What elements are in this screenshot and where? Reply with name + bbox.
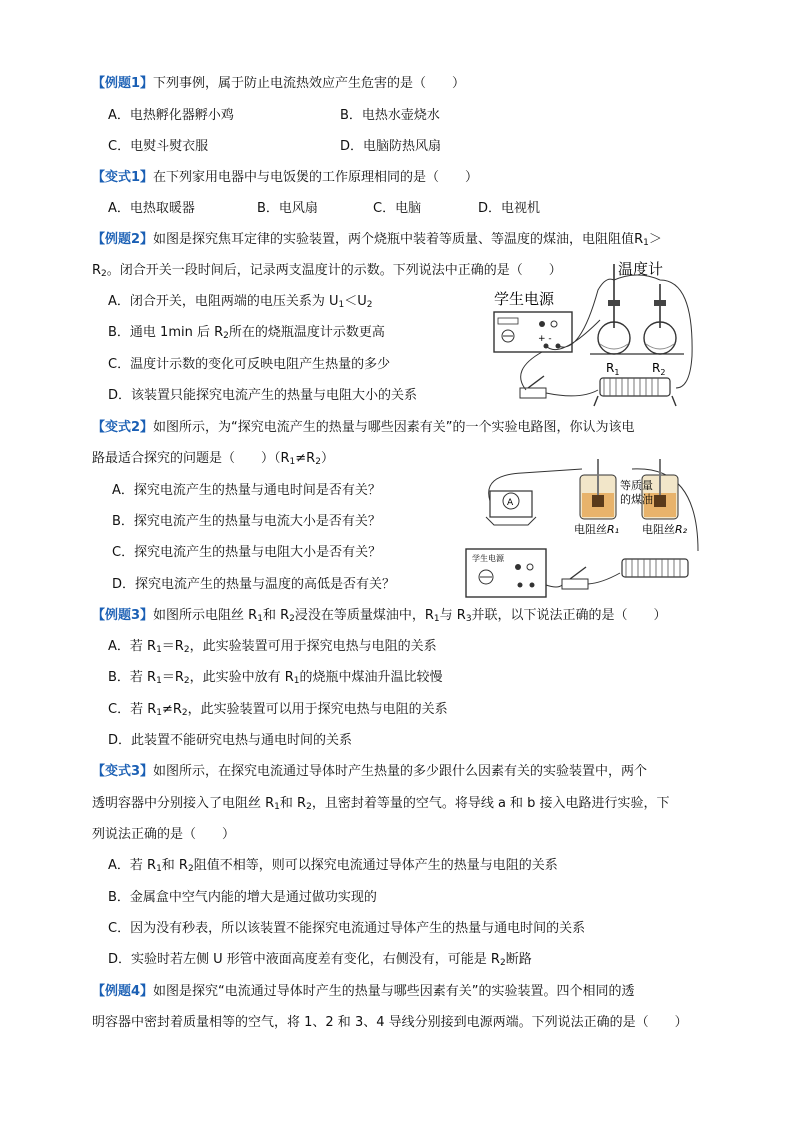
option-c: C．电脑 <box>373 201 422 216</box>
option-d: D．此装置不能研究电热与通电时间的关系 <box>108 733 353 748</box>
question-e2-stem-line2: $R_2$。闭合开关一段时间后，记录两支温度计的示数。下列说法中正确的是（ ） <box>92 263 562 279</box>
question-v3-stem-line3: 列说法正确的是（ ） <box>92 827 236 842</box>
question-tag: 【例题2】 <box>92 232 154 247</box>
option-c: C．电熨斗熨衣服 <box>108 139 209 154</box>
flask-r2-label: $R_2$ <box>652 361 666 377</box>
oil-label-1: 等质量 <box>620 479 653 492</box>
option-a: A．若 $R_1$和 $R_2$阻值不相等，则可以探究电流通过导体产生的热量与电阻的关系 <box>108 858 558 874</box>
rheostat <box>600 378 670 396</box>
question-v3-stem-line1: 【变式3】如图所示，在探究电流通过导体时产生热量的多少跟什么因素有关的实验装置中，两个 <box>92 764 648 779</box>
power-supply-label: 学生电源 <box>472 554 504 563</box>
svg-text:A: A <box>507 498 514 508</box>
option-d: D．该装置只能探究电流产生的热量与电阻大小的关系 <box>108 388 418 403</box>
heat-experiment-circuit-figure <box>462 455 702 603</box>
option-b: B．探究电流产生的热量与电流大小是否有关？ <box>112 514 381 529</box>
option-a: A．电热取暖器 <box>108 201 195 216</box>
option-d: D．电视机 <box>478 201 541 216</box>
option-b: B．电热水壶烧水 <box>340 108 440 123</box>
option-a: A．闭合开关，电阻两端的电压关系为 $U_1<U_2$ <box>108 294 373 310</box>
option-d: D．电脑防热风扇 <box>340 139 442 154</box>
question-v1-stem: 【变式1】在下列家用电器中与电饭煲的工作原理相同的是（ ） <box>92 170 479 185</box>
question-tag: 【例题3】 <box>92 608 154 623</box>
question-e2-stem-line1: 【例题2】如图是探究焦耳定律的实验装置，两个烧瓶中装着等质量、等温度的煤油，电阻阻值$R_1>$ <box>92 232 662 248</box>
option-a: A．电热孵化器孵小鸡 <box>108 108 234 123</box>
option-c: C．温度计示数的变化可反映电阻产生热量的多少 <box>108 357 391 372</box>
switch <box>562 579 588 589</box>
option-d: D．实验时若左侧 U 形管中液面高度差有变化，右侧没有，可能是 $R_2$断路 <box>108 952 532 968</box>
option-b: B．金属盒中空气内能的增大是通过做功实现的 <box>108 890 377 905</box>
question-tag: 【变式2】 <box>92 420 154 435</box>
option-d: D．探究电流产生的热量与温度的高低是否有关？ <box>112 577 396 592</box>
flask-r1-label: $R_1$ <box>606 361 620 377</box>
power-supply-label: 学生电源 <box>494 290 555 308</box>
option-c: C．若 $R_1\ne R_2$，此实验装置可以用于探究电热与电阻的关系 <box>108 702 448 718</box>
option-a: A．若 $R_1=R_2$，此实验装置可用于探究电热与电阻的关系 <box>108 639 437 655</box>
question-tag: 【例题4】 <box>92 984 154 999</box>
option-a: A．探究电流产生的热量与通电时间是否有关？ <box>112 483 381 498</box>
question-e4-stem-line2: 明容器中密封着质量相等的空气，将 1、2 和 3、4 导线分别接到电源两端。下列说法正确的是（ ） <box>92 1015 688 1030</box>
switch <box>520 388 546 398</box>
question-tag: 【变式3】 <box>92 764 154 779</box>
wire-r1-label: 电阻丝R₁ <box>574 523 620 536</box>
question-v2-stem-line1: 【变式2】如图所示，为“探究电流产生的热量与哪些因素有关”的一个实验电路图，你认为该电 <box>92 420 635 435</box>
question-e3-stem: 【例题3】如图所示电阻丝 $R_1$和 $R_2$浸没在等质量煤油中，$R_1$与 $R_3$并联，以下说法正确的是（ ） <box>92 608 667 624</box>
question-v3-stem-line2: 透明容器中分别接入了电阻丝 $R_1$和 $R_2$，且密封着等量的空气。将导线 a 和 b 接入电路进行实验，下 <box>92 796 670 812</box>
question-tag: 【例题1】 <box>92 76 154 91</box>
option-b: B．电风扇 <box>257 201 318 216</box>
option-b: B．若 $R_1=R_2$，此实验中放有 $R_1$的烧瓶中煤油升温比较慢 <box>108 670 443 686</box>
oil-label-2: 的煤油 <box>620 493 653 506</box>
option-b: B．通电 1min 后 $R_2$所在的烧瓶温度计示数更高 <box>108 325 385 341</box>
thermometer-label: 温度计 <box>618 260 664 278</box>
option-c: C．因为没有秒表，所以该装置不能探究电流通过导体产生的热量与通电时间的关系 <box>108 921 586 936</box>
wire-r2-label: 电阻丝R₂ <box>642 523 688 536</box>
question-e4-stem-line1: 【例题4】如图是探究“电流通过导体时产生的热量与哪些因素有关”的实验装置。四个相同的透 <box>92 984 635 999</box>
question-e1-stem: 【例题1】下列事例，属于防止电流热效应产生危害的是（ ） <box>92 76 466 91</box>
joule-law-apparatus-figure <box>480 260 700 410</box>
svg-text:+ -: + - <box>538 334 552 344</box>
question-tag: 【变式1】 <box>92 170 154 185</box>
question-v2-stem-line2: 路最适合探究的问题是（ ）$(R_1\ne R_2)$ <box>92 451 334 467</box>
option-c: C．探究电流产生的热量与电阻大小是否有关？ <box>112 545 382 560</box>
